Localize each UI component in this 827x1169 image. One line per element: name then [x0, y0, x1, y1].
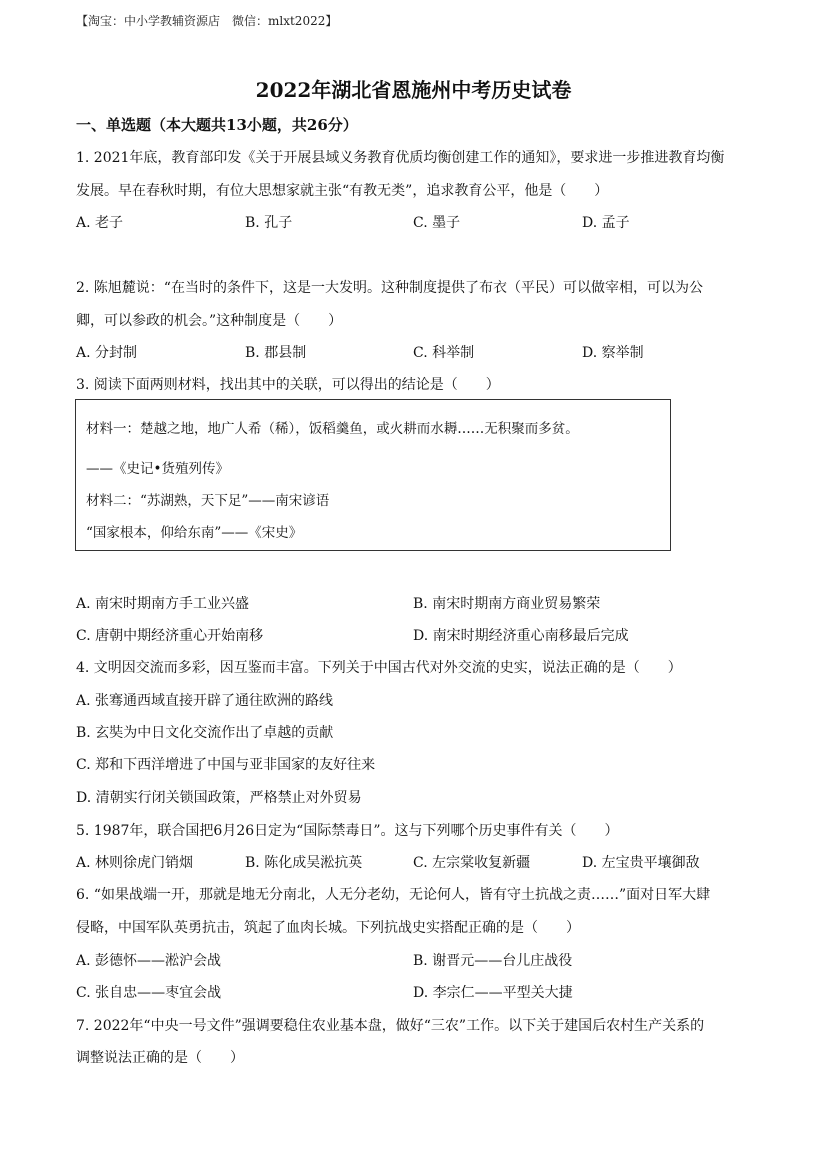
question-5-option-c: C. 左宗棠收复新疆: [413, 855, 531, 871]
question-4-line-1: 4. 文明因交流而多彩，因互鉴而丰富。下列关于中国古代对外交流的史实，说法正确的是（ ）: [76, 660, 682, 676]
material-box-line: 材料二：“苏湖熟，天下足”——南宋谚语: [86, 493, 330, 509]
question-4-option-d: D. 清朝实行闭关锁国政策，严格禁止对外贸易: [76, 790, 362, 806]
question-3-option-a: A. 南宋时期南方手工业兴盛: [76, 596, 250, 612]
question-1-line-1: 1. 2021年底，教育部印发《关于开展县域义务教育优质均衡创建工作的通知》，要求进一步推进教育均衡: [76, 150, 725, 166]
question-2-option-a: A. 分封制: [76, 345, 138, 361]
question-3-option-c: C. 唐朝中期经济重心开始南移: [76, 628, 264, 644]
question-1-option-b: B. 孔子: [245, 215, 293, 231]
material-box-line: 材料一：楚越之地，地广人希（稀），饭稻羹鱼，或火耕而水耨……无积聚而多贫。: [86, 421, 579, 437]
question-2-option-d: D. 察举制: [582, 345, 644, 361]
question-1-line-2: 发展。早在春秋时期，有位大思想家就主张“有教无类”，追求教育公平，他是（ ）: [76, 183, 609, 199]
question-7-line-2: 调整说法正确的是（ ）: [76, 1050, 244, 1066]
question-3-option-b: B. 南宋时期南方商业贸易繁荣: [413, 596, 601, 612]
question-6-line-2: 侵略，中国军队英勇抗击，筑起了血肉长城。下列抗战史实搭配正确的是（ ）: [76, 920, 580, 936]
material-box-line: ——《史记•货殖列传》: [86, 461, 229, 477]
source-header: 【淘宝：中小学教辅资源店 微信：mlxt2022】: [76, 14, 338, 28]
question-6-option-d: D. 李宗仁——平型关大捷: [413, 985, 573, 1001]
question-6-line-1: 6. “如果战端一开，那就是地无分南北，人无分老幼，无论何人，皆有守土抗战之责……”面对日军大肆: [76, 887, 711, 903]
question-6-option-b: B. 谢晋元——台儿庄战役: [413, 953, 573, 969]
question-2-line-1: 2. 陈旭麓说：“在当时的条件下，这是一大发明。这种制度提供了布衣（平民）可以做宰相，可以为公: [76, 280, 703, 296]
material-box: [75, 399, 671, 551]
question-1-option-a: A. 老子: [76, 215, 124, 231]
section-title: 一、单选题（本大题共13小题，共26分）: [76, 116, 358, 134]
question-4-option-b: B. 玄奘为中日文化交流作出了卓越的贡献: [76, 725, 334, 741]
question-5-option-d: D. 左宝贵平壤御敌: [582, 855, 700, 871]
exam-title: 2022年湖北省恩施州中考历史试卷: [255, 78, 572, 102]
question-4-option-a: A. 张骞通西域直接开辟了通往欧洲的路线: [76, 693, 334, 709]
question-3-option-d: D. 南宋时期经济重心南移最后完成: [413, 628, 629, 644]
question-5-option-a: A. 林则徐虎门销烟: [76, 855, 194, 871]
question-1-option-d: D. 孟子: [582, 215, 630, 231]
question-6-option-c: C. 张自忠——枣宜会战: [76, 985, 222, 1001]
question-2-option-b: B. 郡县制: [245, 345, 307, 361]
question-5-option-b: B. 陈化成吴淞抗英: [245, 855, 363, 871]
question-2-line-2: 卿，可以参政的机会。”这种制度是（ ）: [76, 313, 343, 329]
material-box-line: “国家根本，仰给东南”——《宋史》: [86, 525, 303, 541]
question-1-option-c: C. 墨子: [413, 215, 461, 231]
question-3-line-1: 3. 阅读下面两则材料，找出其中的关联，可以得出的结论是（ ）: [76, 377, 500, 393]
question-2-option-c: C. 科举制: [413, 345, 475, 361]
question-4-option-c: C. 郑和下西洋增进了中国与亚非国家的友好往来: [76, 757, 376, 773]
question-7-line-1: 7. 2022年“中央一号文件”强调要稳住农业基本盘，做好“三农”工作。以下关于建国后农村生产关系的: [76, 1018, 705, 1034]
question-5-line-1: 5. 1987年，联合国把6月26日定为“国际禁毒日”。这与下列哪个历史事件有关（ ）: [76, 823, 619, 839]
question-6-option-a: A. 彭德怀——淞沪会战: [76, 953, 222, 969]
